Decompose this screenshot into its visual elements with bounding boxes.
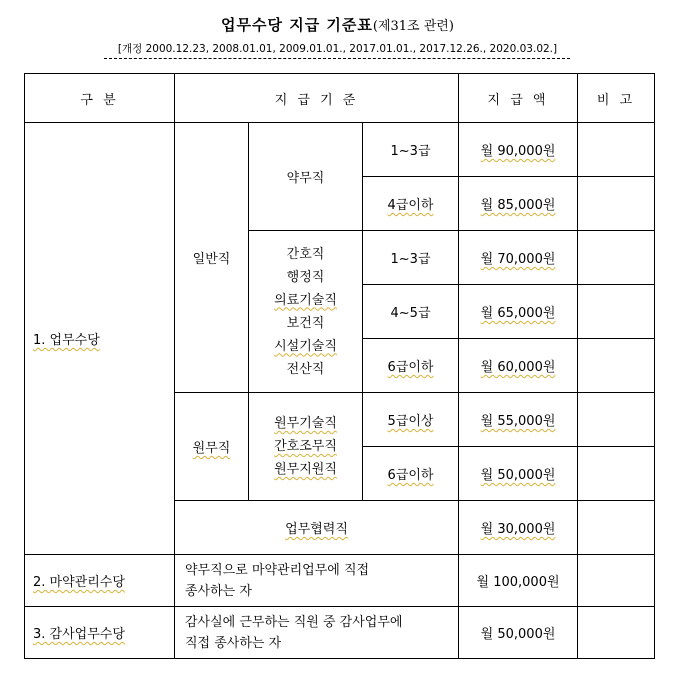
pharmacy-amount1: 월 90,000원 xyxy=(459,123,578,177)
staff-amount1: 월 55,000원 xyxy=(459,393,578,447)
staff-grade2: 6급이하 xyxy=(363,447,459,501)
section2-description: 약무직으로 마약관리업무에 직접 종사하는 자 xyxy=(175,555,459,607)
table-row xyxy=(25,123,655,177)
allowance-table xyxy=(24,73,655,659)
section1-label: 1. 업무수당 xyxy=(25,123,175,555)
note-cell xyxy=(578,393,655,447)
document-title xyxy=(0,14,675,35)
header-category: 구 분 xyxy=(25,74,175,123)
nursing-jobs: 간호직 행정직 의료기술직 보건직 시설기술직 전산직 xyxy=(249,231,363,393)
general-label: 일반직 xyxy=(175,123,249,393)
table-row xyxy=(25,555,655,607)
header-criteria: 지 급 기 준 xyxy=(175,74,459,123)
cooperation-amount: 월 30,000원 xyxy=(459,501,578,555)
note-cell xyxy=(578,607,655,659)
dashed-divider xyxy=(104,58,570,59)
header-amount: 지 급 액 xyxy=(459,74,578,123)
revision-history: [개정 2000.12.23, 2008.01.01, 2009.01.01., 2017.01.01., 2017.12.26., 2020.03.02.] xyxy=(117,43,558,55)
staff-amount2: 월 50,000원 xyxy=(459,447,578,501)
pharmacy-grade1: 1~3급 xyxy=(363,123,459,177)
note-cell xyxy=(578,339,655,393)
section3-amount: 월 50,000원 xyxy=(459,607,578,659)
nursing-amount2: 월 65,000원 xyxy=(459,285,578,339)
note-cell xyxy=(578,123,655,177)
note-cell xyxy=(578,447,655,501)
nursing-grade2: 4~5급 xyxy=(363,285,459,339)
section2-amount: 월 100,000원 xyxy=(459,555,578,607)
header-note: 비 고 xyxy=(578,74,655,123)
section3-label: 3. 감사업무수당 xyxy=(25,607,175,659)
staff-grade1: 5급이상 xyxy=(363,393,459,447)
note-cell xyxy=(578,555,655,607)
title-sub: (제31조 관련) xyxy=(372,19,454,34)
nursing-grade1: 1~3급 xyxy=(363,231,459,285)
note-cell xyxy=(578,285,655,339)
title-main: 업무수당 지급 기준표 xyxy=(221,16,373,34)
table-row xyxy=(25,607,655,659)
pharmacy-grade2: 4급이하 xyxy=(363,177,459,231)
pharmacy-label: 약무직 xyxy=(249,123,363,231)
note-cell xyxy=(578,501,655,555)
nursing-amount1: 월 70,000원 xyxy=(459,231,578,285)
note-cell xyxy=(578,231,655,285)
cooperation-label: 업무협력직 xyxy=(175,501,459,555)
section3-description: 감사실에 근무하는 직원 중 감사업무에 직접 종사하는 자 xyxy=(175,607,459,659)
note-cell xyxy=(578,177,655,231)
section2-label: 2. 마약관리수당 xyxy=(25,555,175,607)
pharmacy-amount2: 월 85,000원 xyxy=(459,177,578,231)
staff-jobs: 원무기술직 간호조무직 원무지원직 xyxy=(249,393,363,501)
header-row xyxy=(25,74,655,123)
nursing-grade3: 6급이하 xyxy=(363,339,459,393)
staff-label: 원무직 xyxy=(175,393,249,501)
nursing-amount3: 월 60,000원 xyxy=(459,339,578,393)
